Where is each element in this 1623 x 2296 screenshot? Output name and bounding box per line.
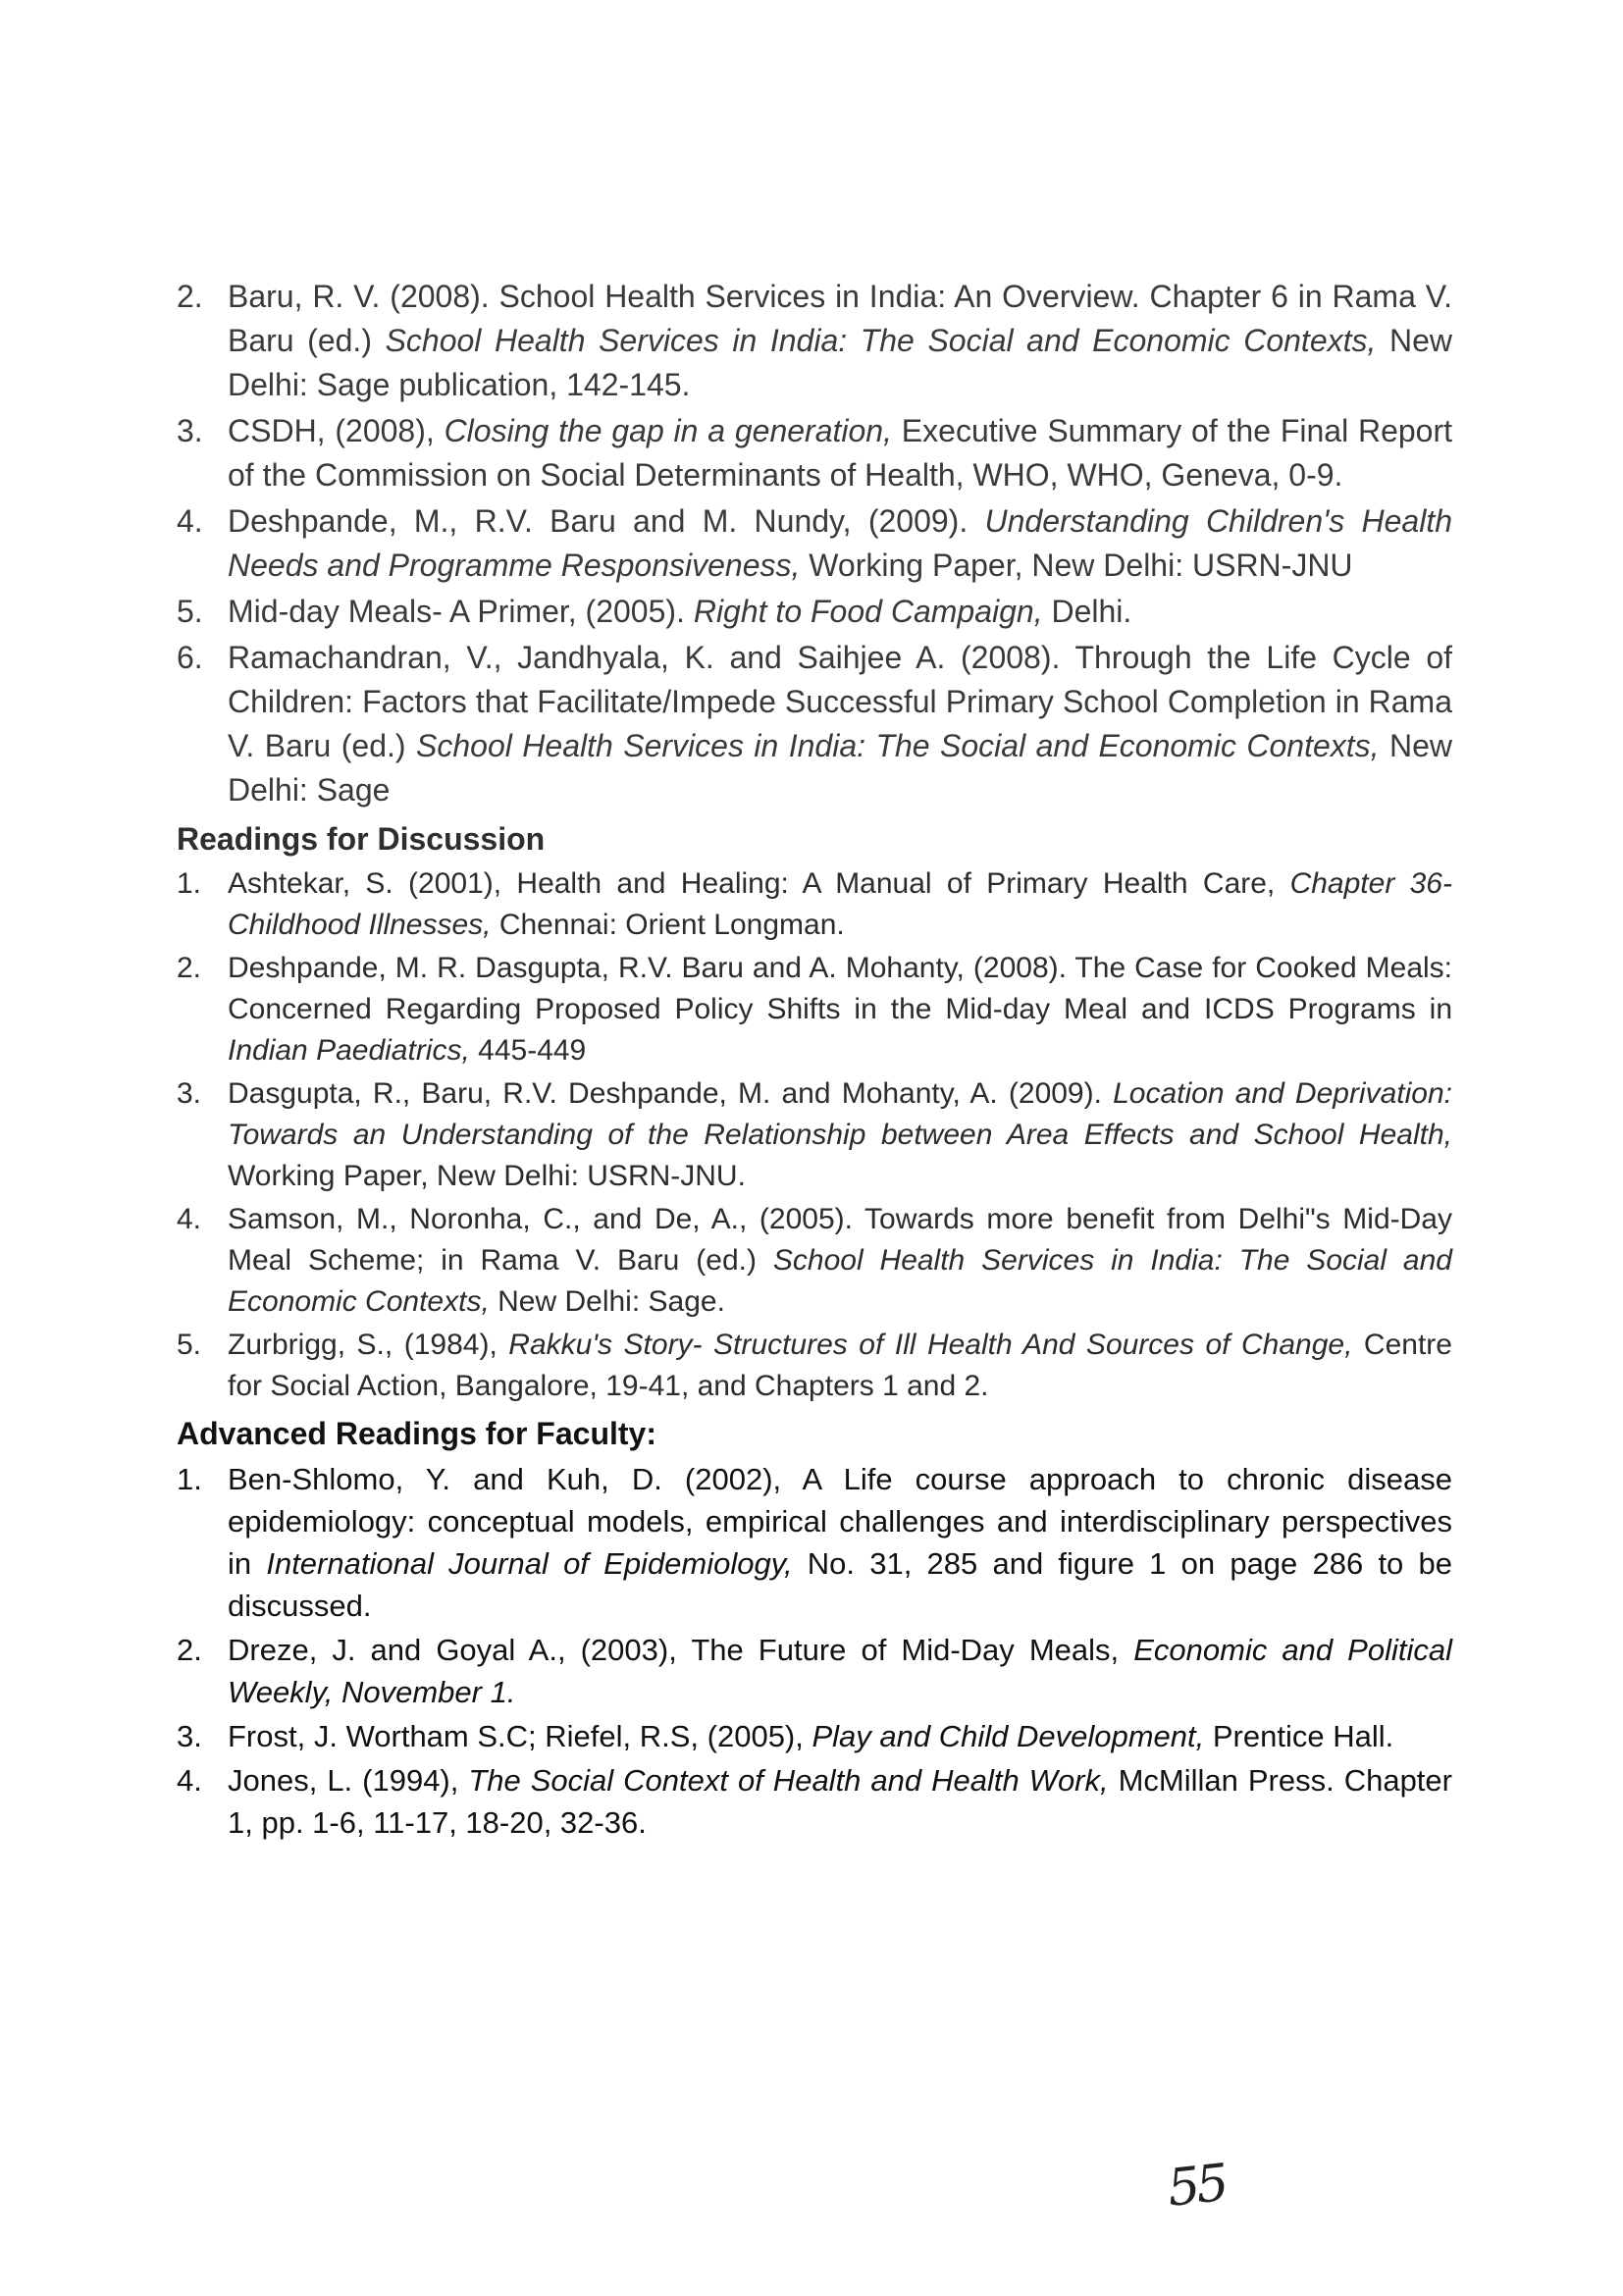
reference-title-italic: Play and Child Development, (812, 1719, 1205, 1753)
reference-text: Centre for Social Action, Bangalore, 19-41, and Chapters 1 and 2. (228, 1329, 1452, 1402)
reference-text: Mid-day Meals- A Primer, (2005). (228, 594, 694, 629)
reference-item (177, 499, 1452, 588)
reference-number: 1. (177, 867, 202, 900)
reference-item (177, 590, 1452, 634)
reference-number: 2. (177, 952, 202, 984)
reference-title-italic: International Journal of Epidemiology, (266, 1546, 793, 1581)
reference-text: Delhi. (1042, 594, 1132, 629)
reference-item (177, 1759, 1452, 1844)
heading-advanced-readings: Advanced Readings for Faculty: (177, 1416, 656, 1451)
reference-item (177, 1073, 1452, 1197)
reference-number: 3. (177, 413, 203, 448)
reference-text: Ben-Shlomo, Y. and Kuh, D. (2002), A Life course approach to chronic disease epidemiology: conceptual models, empirical challenges and interdisciplinary perspectives in (228, 1462, 1452, 1581)
reference-item (177, 863, 1452, 946)
reference-text: New Delhi: Sage. (489, 1285, 725, 1318)
reference-title-italic: School Health Services in India: The Social and Economic Contexts, (416, 728, 1380, 763)
reference-title-italic: Economic and Political Weekly, November 1. (228, 1633, 1452, 1709)
reference-title-italic: Rakku's Story- Structures of Ill Health And Sources of Change, (508, 1329, 1353, 1361)
handwritten-page-number: 55 (1165, 2154, 1229, 2218)
reference-item (177, 1325, 1452, 1407)
reference-item (177, 1629, 1452, 1713)
reference-text: New Delhi: Sage publication, 142-145. (228, 323, 1453, 402)
reference-number: 5. (177, 594, 203, 629)
reference-text: Chennai: Orient Longman. (491, 909, 845, 941)
references-list-core (177, 275, 1452, 812)
reference-text: Working Paper, New Delhi: USRN-JNU. (228, 1160, 746, 1192)
reference-text: Zurbrigg, S., (1984), (228, 1329, 509, 1361)
reference-number: 4. (177, 1203, 202, 1235)
reference-title-italic: Location and Deprivation: Towards an Understanding of the Relationship between Area Effects and School Health, (228, 1077, 1452, 1151)
reference-text: New Delhi: Sage (228, 728, 1453, 808)
reference-number: 4. (177, 1763, 202, 1798)
reference-title-italic: Closing the gap in a generation, (444, 413, 892, 448)
reference-text: No. 31, 285 and figure 1 on page 286 to be discussed. (228, 1546, 1452, 1623)
reference-text: Executive Summary of the Final Report of the Commission on Social Determinants of Health, WHO, WHO, Geneva, 0-9. (228, 413, 1453, 493)
reference-number: 2. (177, 279, 203, 314)
heading-readings-for-discussion: Readings for Discussion (177, 821, 546, 857)
reference-title-italic: Right to Food Campaign, (693, 594, 1043, 629)
reference-title-italic: The Social Context of Health and Health Work, (468, 1763, 1109, 1798)
reference-text: Prentice Hall. (1204, 1719, 1394, 1753)
reference-title-italic: Understanding Children's Health Needs and Programme Responsiveness, (228, 503, 1453, 583)
reference-title-italic: Indian Paediatrics, (228, 1034, 470, 1067)
reference-item (177, 1199, 1452, 1323)
references-list-advanced (177, 1458, 1452, 1844)
reference-text: Baru, R. V. (2008). School Health Services in India: An Overview. Chapter 6 in Rama V. Baru (ed.) (228, 279, 1452, 358)
document-page (177, 275, 1452, 1846)
reference-item (177, 275, 1452, 407)
reference-item (177, 948, 1452, 1071)
reference-text: CSDH, (2008), (228, 413, 445, 448)
reference-text: Frost, J. Wortham S.C; Riefel, R.S, (2005), (228, 1719, 812, 1753)
reference-number: 6. (177, 640, 203, 675)
reference-text: Jones, L. (1994), (228, 1763, 469, 1798)
reference-text: Ashtekar, S. (2001), Health and Healing: A Manual of Primary Health Care, (228, 867, 1290, 900)
reference-number: 3. (177, 1077, 202, 1110)
reference-number: 5. (177, 1329, 202, 1361)
reference-text: Deshpande, M., R.V. Baru and M. Nundy, (2009). (228, 503, 985, 539)
reference-number: 1. (177, 1462, 202, 1496)
reference-text: Ramachandran, V., Jandhyala, K. and Saihjee A. (2008). Through the Life Cycle of Children: Factors that Facilitate/Impede Successful Primary School Completion in Rama V. Baru (ed.) (228, 640, 1452, 763)
reference-text: Working Paper, New Delhi: USRN-JNU (800, 548, 1353, 583)
reference-title-italic: School Health Services in India: The Social and Economic Contexts, (385, 323, 1377, 358)
references-list-discussion (177, 863, 1452, 1407)
reference-text: 445-449 (469, 1034, 587, 1067)
reference-number: 4. (177, 503, 203, 539)
reference-item (177, 1458, 1452, 1627)
reference-item (177, 1715, 1452, 1757)
reference-item (177, 636, 1452, 812)
reference-text: Samson, M., Noronha, C., and De, A., (2005). Towards more benefit from Delhi"s Mid-Day Meal Scheme; in Rama V. Baru (ed.) (228, 1203, 1452, 1277)
reference-title-italic: School Health Services in India: The Social and Economic Contexts, (228, 1244, 1452, 1318)
reference-item (177, 409, 1452, 497)
reference-number: 2. (177, 1633, 202, 1667)
reference-text: Dreze, J. and Goyal A., (2003), The Future of Mid-Day Meals, (228, 1633, 1134, 1667)
reference-text: Dasgupta, R., Baru, R.V. Deshpande, M. and Mohanty, A. (2009). (228, 1077, 1114, 1110)
reference-number: 3. (177, 1719, 202, 1753)
reference-text: Deshpande, M. R. Dasgupta, R.V. Baru and A. Mohanty, (2008). The Case for Cooked Meals: Concerned Regarding Proposed Policy Shifts in the Mid-day Meal and ICDS Programs in (228, 952, 1452, 1025)
reference-text: McMillan Press. Chapter 1, pp. 1-6, 11-17, 18-20, 32-36. (228, 1763, 1452, 1840)
reference-title-italic: Chapter 36-Childhood Illnesses, (228, 867, 1452, 941)
